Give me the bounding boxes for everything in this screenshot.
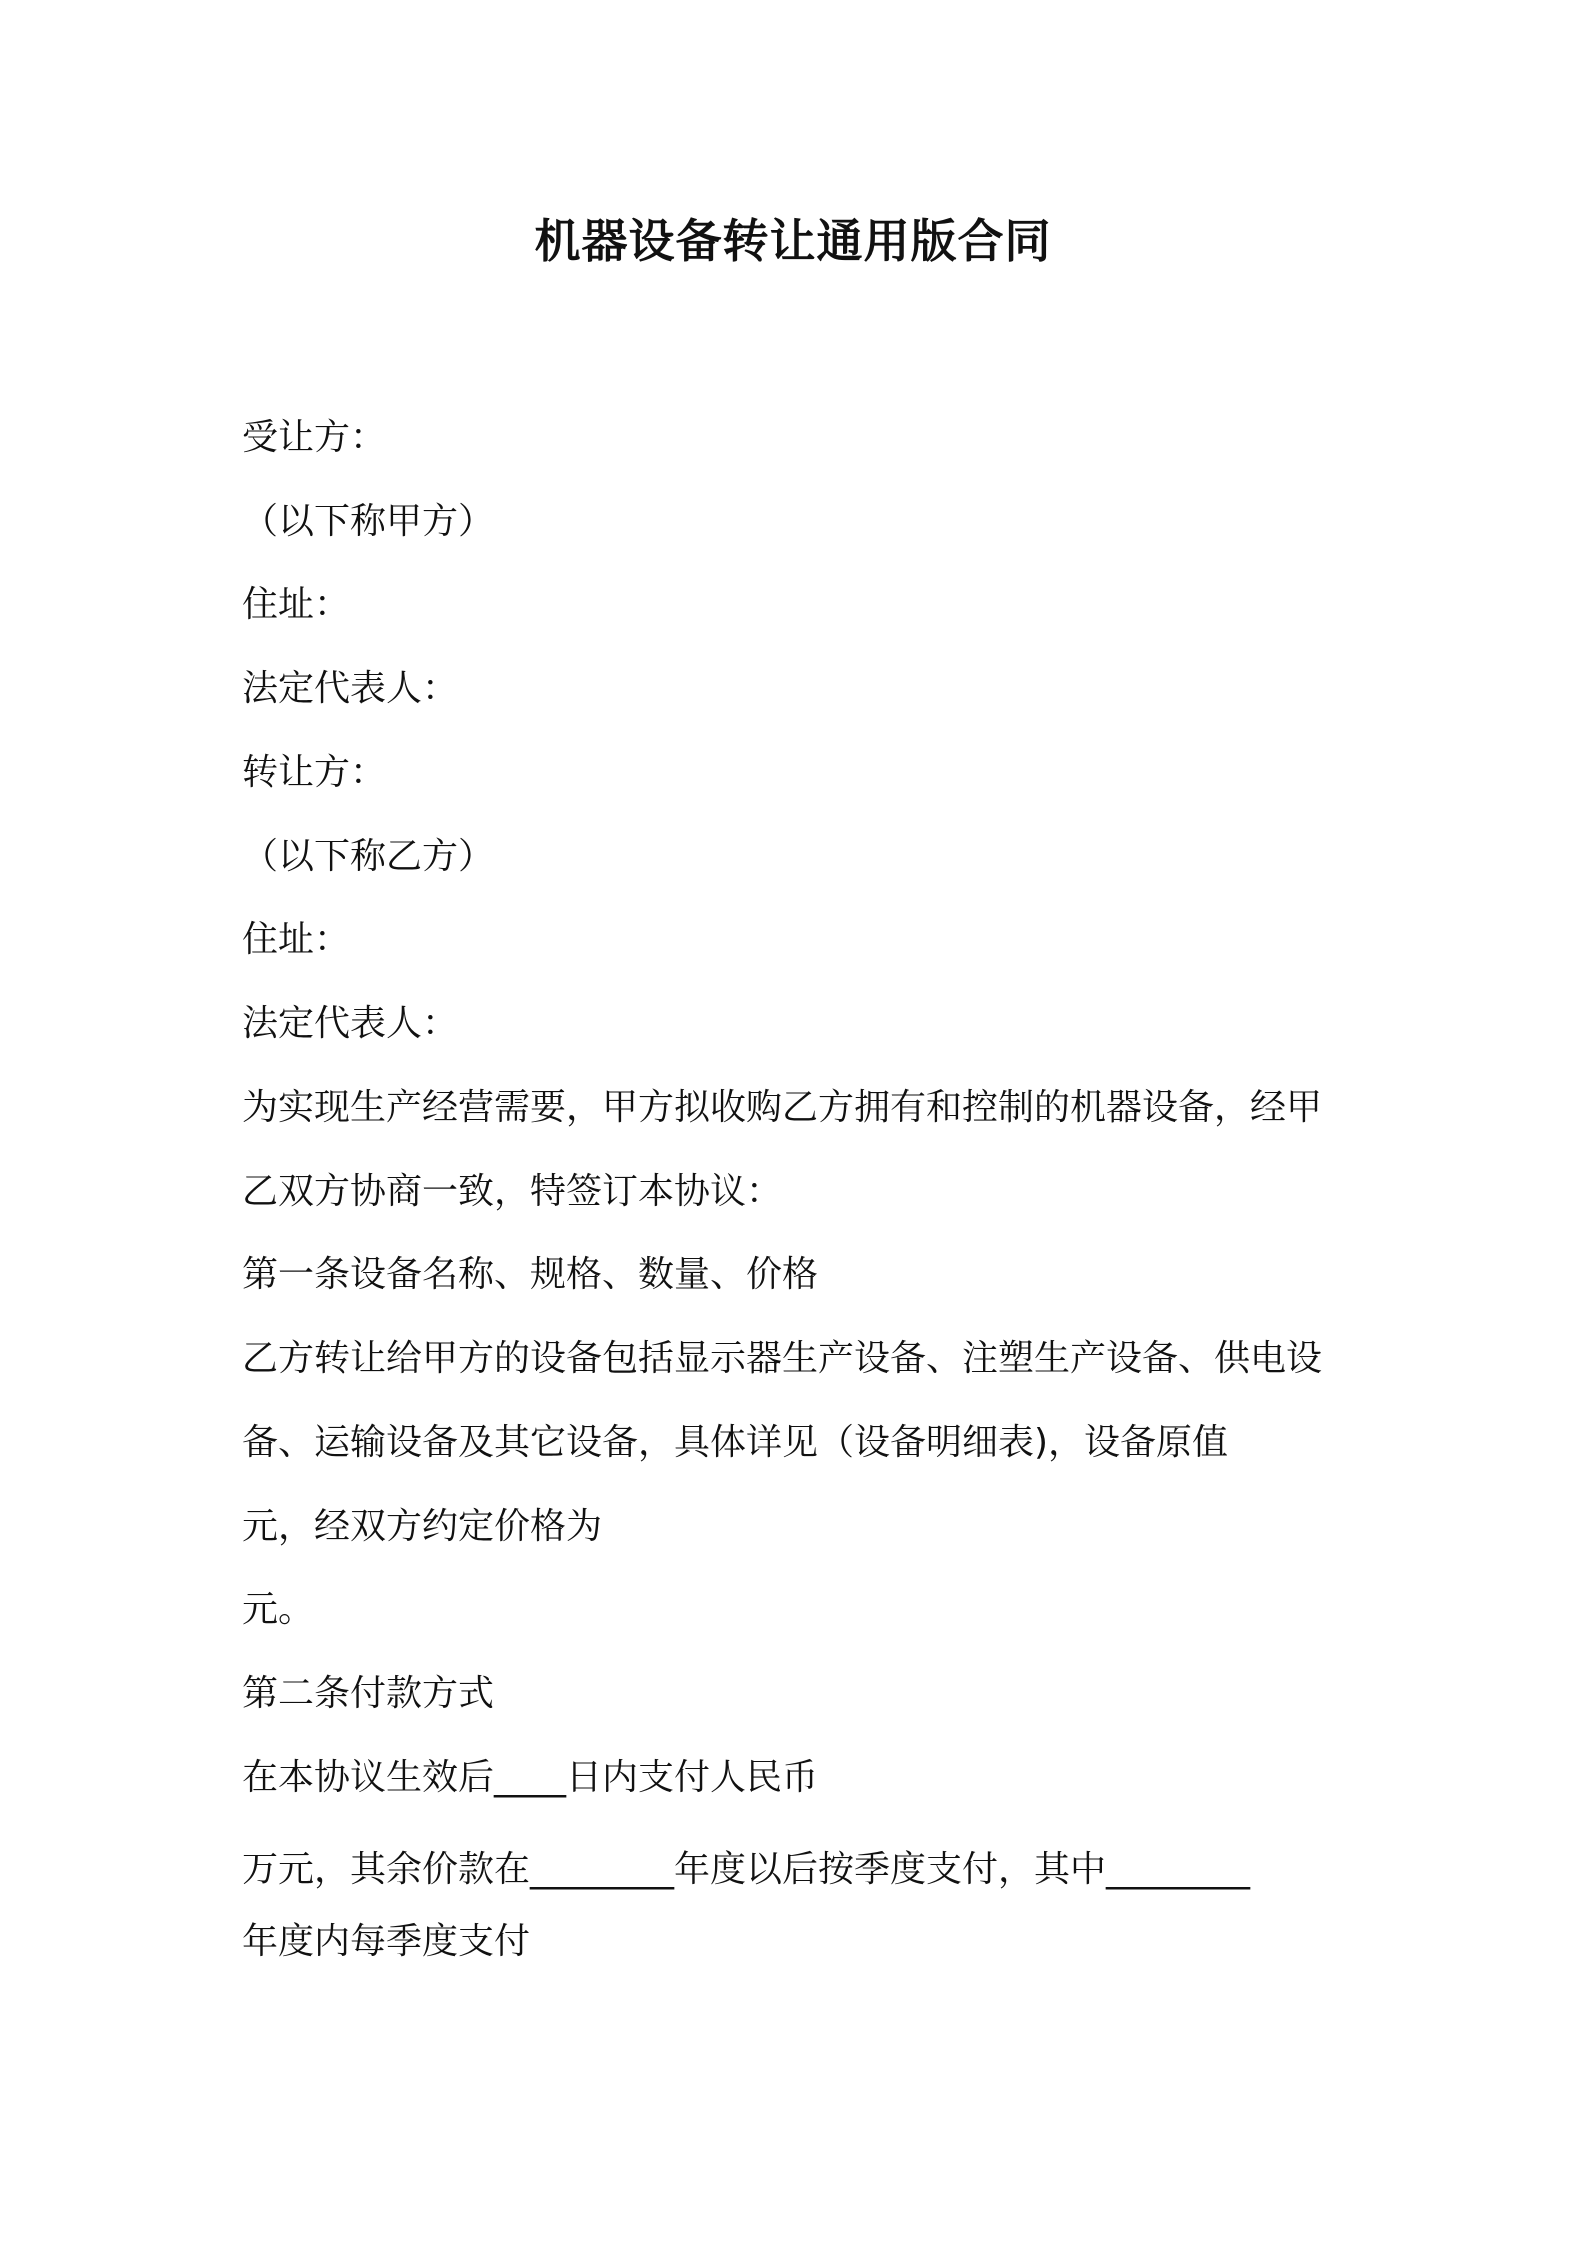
party-a-legal-rep: 法定代表人：: [242, 668, 459, 709]
article-1-line-1: 乙方转让给甲方的设备包括显示器生产设备、注塑生产设备、供电设: [242, 1338, 1323, 1379]
article-1-heading: 第一条设备名称、规格、数量、价格: [242, 1254, 819, 1295]
party-a-address: 住址：: [242, 584, 351, 625]
party-b-alias: （以下称乙方）: [242, 836, 495, 877]
party-b-address: 住址：: [242, 919, 351, 960]
article-2-line-2: 万元，其余价款在________年度以后按季度支付，其中________: [242, 1849, 1251, 1890]
article-1-line-3: 元，经双方约定价格为: [242, 1506, 603, 1547]
preamble-line-1: 为实现生产经营需要，甲方拟收购乙方拥有和控制的机器设备，经甲: [242, 1087, 1323, 1128]
party-b-label: 转让方：: [242, 752, 387, 793]
document-title: 机器设备转让通用版合同: [534, 214, 1052, 268]
article-1-line-4: 元。: [242, 1589, 315, 1630]
article-2-line-3: 年度内每季度支付: [242, 1921, 531, 1962]
party-b-legal-rep: 法定代表人：: [242, 1003, 459, 1044]
party-a-alias: （以下称甲方）: [242, 501, 495, 542]
article-1-line-2: 备、运输设备及其它设备，具体详见（设备明细表)，设备原值: [242, 1422, 1229, 1463]
preamble-line-2: 乙双方协商一致，特签订本协议：: [242, 1171, 783, 1212]
article-2-line-1: 在本协议生效后____日内支付人民币: [242, 1757, 819, 1798]
article-2-heading: 第二条付款方式: [242, 1673, 495, 1714]
party-a-label: 受让方：: [242, 417, 387, 458]
